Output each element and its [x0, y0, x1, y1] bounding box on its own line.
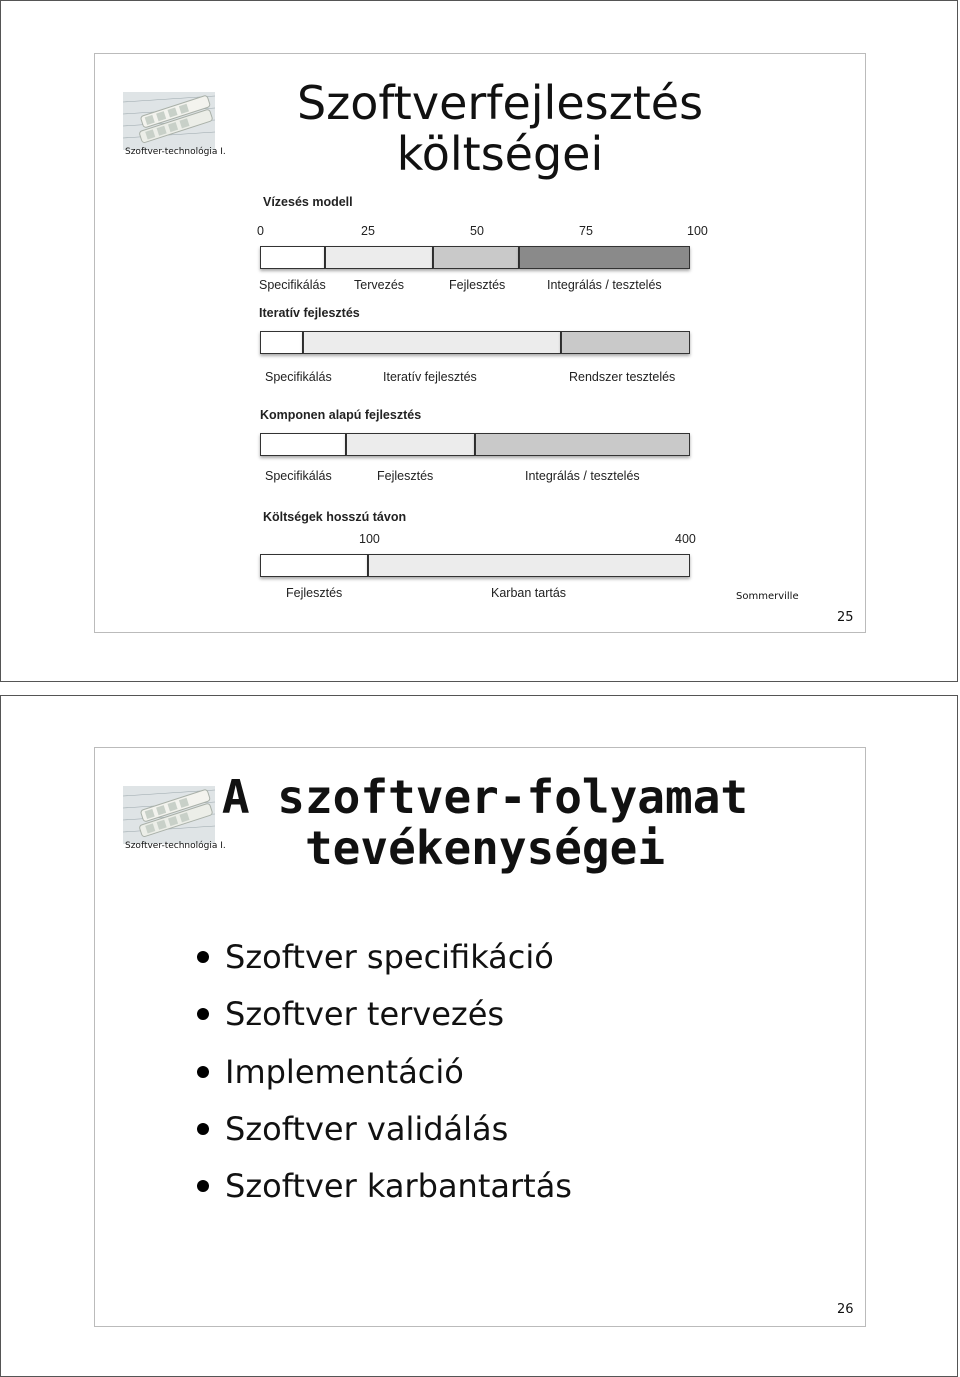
- slide-thumbnail-image: [123, 786, 215, 844]
- title-line-1: A szoftver-folyamat: [221, 770, 749, 824]
- phase-label: Fejlesztés: [286, 586, 343, 600]
- slide-title: [215, 772, 755, 873]
- bullet-icon: [197, 1066, 209, 1078]
- phase-label: Fejlesztés: [449, 278, 506, 292]
- bar-segment: [260, 331, 303, 354]
- bar-segment: [433, 246, 519, 269]
- phase-label: Fejlesztés: [377, 469, 434, 483]
- tick-label: 25: [361, 224, 375, 238]
- phase-label: Integrálás / tesztelés: [547, 278, 662, 292]
- bullet-item: [197, 938, 554, 976]
- waterfall-bar: [260, 246, 690, 269]
- tick-label: 400: [675, 532, 696, 546]
- longterm-bar: [260, 554, 690, 577]
- slide-2: [94, 747, 866, 1327]
- bullet-text: Szoftver validálás: [225, 1110, 509, 1148]
- slide-1: [94, 53, 866, 633]
- source-citation: Sommerville: [736, 591, 799, 602]
- bullet-text: Szoftver karbantartás: [225, 1167, 572, 1205]
- bar-segment: [325, 246, 433, 269]
- title-line-2: költségei: [396, 126, 604, 181]
- iterative-bar: [260, 331, 690, 354]
- bullet-item: [197, 1110, 508, 1148]
- slide-title: [235, 78, 765, 179]
- page-1: [0, 0, 958, 682]
- phase-label: Specifikálás: [265, 469, 332, 483]
- title-line-2: tevékenységei: [304, 820, 666, 875]
- phase-label: Rendszer tesztelés: [569, 370, 676, 384]
- waterfall-label: Vízesés modell: [263, 195, 353, 209]
- component-bar: [260, 433, 690, 456]
- page-2: [0, 695, 958, 1377]
- tick-label: 0: [257, 224, 264, 238]
- page-number: 26: [837, 1302, 854, 1317]
- course-caption: Szoftver-technológia I.: [125, 841, 226, 851]
- phase-label: Specifikálás: [265, 370, 332, 384]
- longterm-label: Költségek hosszú távon: [263, 510, 407, 524]
- tick-label: 100: [687, 224, 708, 238]
- title-line-1: Szoftverfejlesztés: [296, 76, 704, 130]
- bullet-text: Szoftver tervezés: [225, 995, 505, 1033]
- tick-label: 100: [359, 532, 380, 546]
- bullet-item: [197, 1167, 572, 1205]
- slide-thumbnail-image: [123, 92, 215, 150]
- phase-label: Karban tartás: [491, 586, 567, 600]
- bar-segment: [260, 246, 325, 269]
- bar-segment: [368, 554, 690, 577]
- bullet-icon: [197, 1008, 209, 1020]
- bullet-icon: [197, 951, 209, 963]
- bar-segment: [561, 331, 690, 354]
- bar-segment: [346, 433, 475, 456]
- bar-segment: [475, 433, 690, 456]
- component-label: Komponen alapú fejlesztés: [260, 408, 422, 422]
- bullet-icon: [197, 1180, 209, 1192]
- course-caption: Szoftver-technológia I.: [125, 147, 226, 157]
- bar-segment: [260, 433, 346, 456]
- bullet-text: Szoftver specifikáció: [225, 938, 554, 976]
- phase-label: Tervezés: [354, 278, 405, 292]
- bullet-icon: [197, 1123, 209, 1135]
- phase-label: Iteratív fejlesztés: [383, 370, 477, 384]
- tick-label: 50: [470, 224, 484, 238]
- bar-segment: [260, 554, 368, 577]
- bullet-item: [197, 1053, 464, 1091]
- phase-label: Specifikálás: [259, 278, 326, 292]
- bar-segment: [519, 246, 690, 269]
- page-number: 25: [837, 610, 854, 625]
- iterative-label: Iteratív fejlesztés: [259, 306, 360, 320]
- tick-label: 75: [579, 224, 593, 238]
- bullet-item: [197, 995, 504, 1033]
- phase-label: Integrálás / tesztelés: [525, 469, 640, 483]
- bullet-text: Implementáció: [225, 1053, 464, 1091]
- bar-segment: [303, 331, 561, 354]
